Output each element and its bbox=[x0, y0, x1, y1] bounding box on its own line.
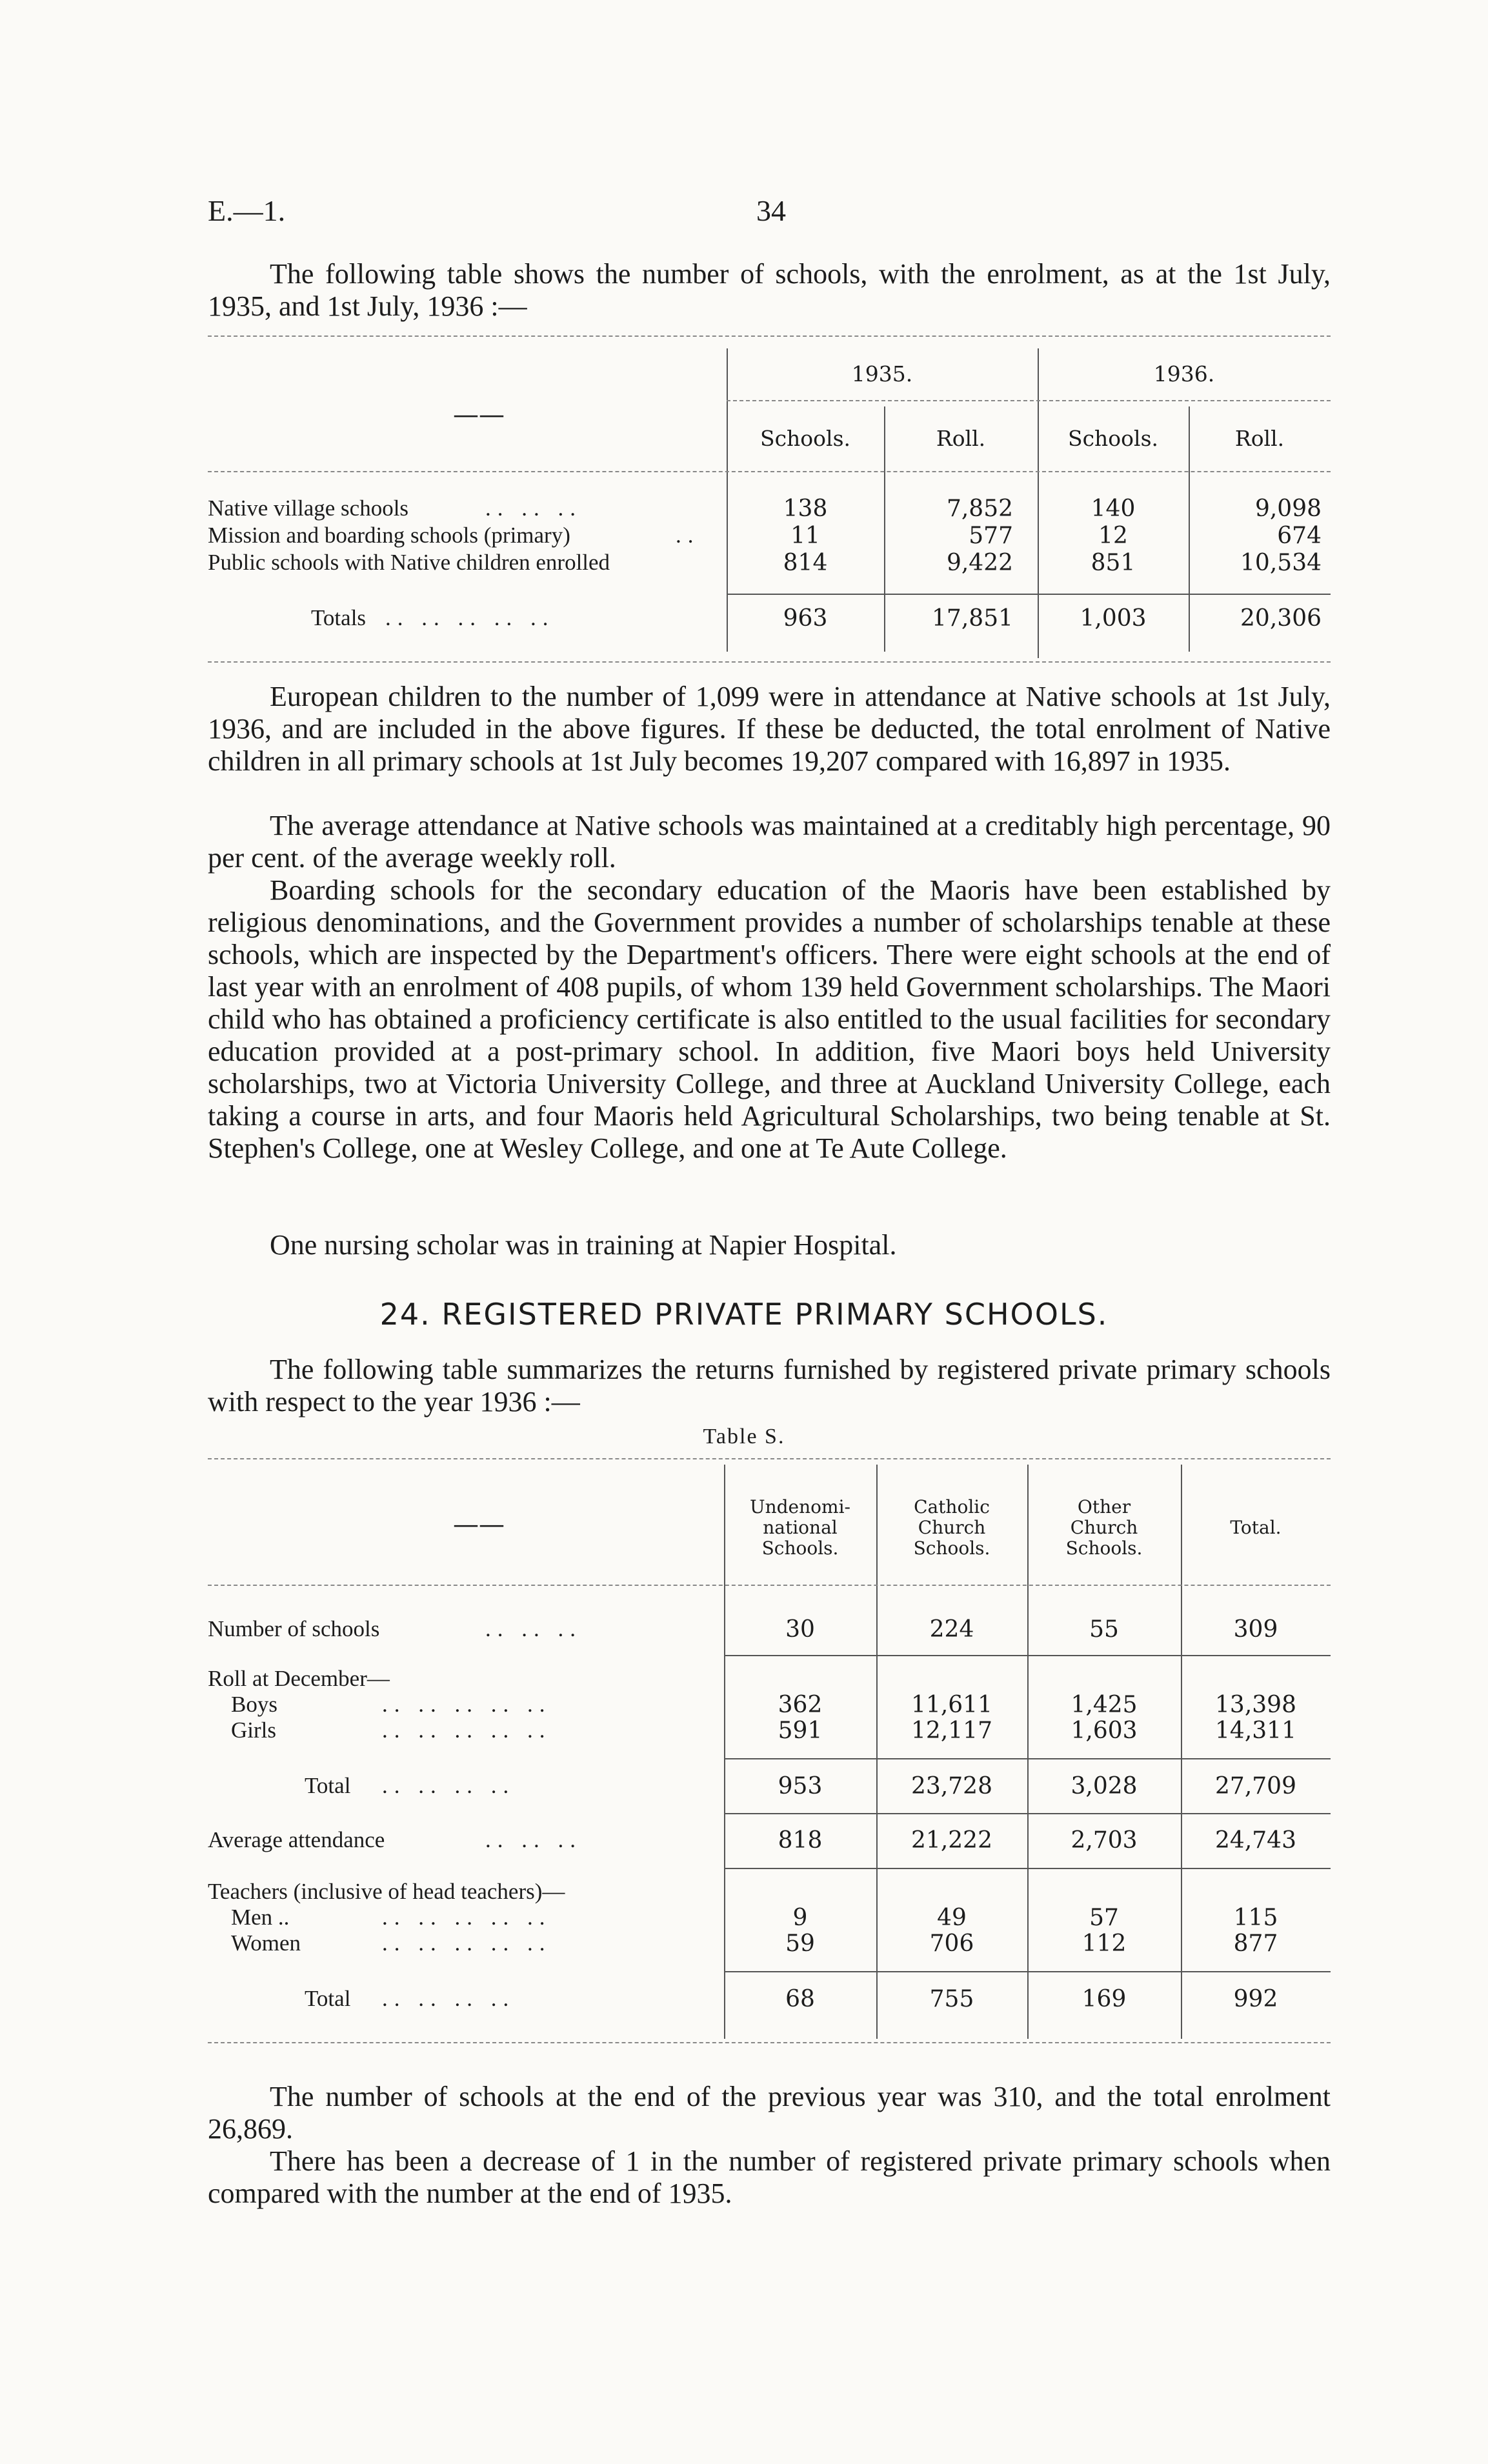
table-cell: 21,222 bbox=[911, 1827, 992, 1854]
table-cell: 23,728 bbox=[911, 1773, 992, 1799]
leader-dots: .. .. .. bbox=[485, 496, 582, 521]
table-cell: 11,611 bbox=[911, 1692, 992, 1718]
subheader-schools-1936: Schools. bbox=[1067, 426, 1159, 451]
table-cell: 953 bbox=[778, 1773, 823, 1799]
table-cell: 59 bbox=[785, 1930, 815, 1957]
table-cell: 7,852 bbox=[946, 496, 1013, 522]
table-row-label: Girls bbox=[231, 1718, 276, 1743]
table-cell: 877 bbox=[1233, 1930, 1278, 1957]
table-row-label: Native village schools bbox=[208, 496, 409, 521]
table-row-label: Average attendance bbox=[208, 1827, 385, 1852]
body-paragraph-3: Boarding schools for the secondary education of the Maoris have been established by religious denominations, and the Government provides a number of scholarships tenable at these schools, which are inspected by the Department's officers. There were eight schools at the end of last year with an enrolment of 408 pupils, of whom 139 held Government scholarships. The Maori child who has obtained a proficiency certificate is also entitled to the usual facilities for secondary education provided at a post-primary school. In addition, five Maori boys held University scholarships, two at Victoria University College, and three at Auckland University College, each taking a course in arts, and four Maoris held Agricultural Scholarships, two being tenable at St. Stephen's College, one at Wesley College, and one at Te Aute College. bbox=[208, 874, 1331, 1164]
body-paragraph-2: The average attendance at Native schools was maintained at a creditably high percentage, 90 per cent. of the average weekly roll. bbox=[208, 810, 1331, 874]
table-cell: 755 bbox=[929, 1986, 974, 2012]
table-cell: 24,743 bbox=[1215, 1827, 1296, 1854]
private-schools-table bbox=[208, 1458, 1331, 2052]
table-cell: 10,534 bbox=[1240, 550, 1322, 576]
table-cell: 309 bbox=[1233, 1616, 1278, 1643]
leader-dots: .. .. .. bbox=[485, 1616, 582, 1641]
body-paragraph-4: One nursing scholar was in training at Napier Hospital. bbox=[270, 1229, 897, 1261]
corner-dash: —— bbox=[453, 1510, 505, 1539]
table-cell: 591 bbox=[778, 1718, 823, 1744]
leader-dots: .. .. .. .. bbox=[382, 1986, 516, 2011]
body-paragraph-1: European children to the number of 1,099 were in attendance at Native schools at 1st July, 1936, and are included in the above figures. If these be deducted, the total enrolment of Native children in all primary schools at 1st July becomes 19,207 compared with 16,897 in 1935. bbox=[208, 681, 1331, 777]
table-cell: 12,117 bbox=[911, 1718, 992, 1744]
total-cell: 20,306 bbox=[1240, 605, 1322, 632]
table-cell: 9,422 bbox=[946, 550, 1013, 576]
column-header-total: Total. bbox=[1230, 1517, 1282, 1538]
table-row-label: Men .. bbox=[231, 1905, 290, 1930]
table-cell: 14,311 bbox=[1215, 1718, 1296, 1744]
year-header-1936: 1936. bbox=[1153, 361, 1215, 386]
table-cell: 224 bbox=[929, 1616, 974, 1643]
table-cell: 13,398 bbox=[1215, 1692, 1296, 1718]
table-row-label: Women bbox=[231, 1930, 301, 1956]
leader-dots: .. bbox=[676, 523, 700, 548]
year-header-1935: 1935. bbox=[851, 361, 913, 386]
table-cell: 11 bbox=[790, 523, 820, 549]
table-cell: 30 bbox=[785, 1616, 815, 1643]
column-header-undenominational: Undenomi- national Schools. bbox=[750, 1496, 850, 1559]
table-cell: 706 bbox=[929, 1930, 974, 1957]
table-cell: 68 bbox=[785, 1986, 815, 2012]
table-cell: 169 bbox=[1081, 1986, 1127, 2012]
table-cell: 140 bbox=[1091, 496, 1136, 522]
table-cell: 27,709 bbox=[1215, 1773, 1296, 1799]
table-cell: 1,603 bbox=[1071, 1718, 1138, 1744]
subheader-roll-1936: Roll. bbox=[1234, 426, 1285, 451]
intro-paragraph: The following table shows the number of schools, with the enrolment, as at the 1st July, 1935, and 1st July, 1936 :— bbox=[208, 258, 1331, 322]
total-cell: 17,851 bbox=[932, 605, 1013, 632]
table-cell: 12 bbox=[1098, 523, 1128, 549]
leader-dots: .. .. .. .. bbox=[382, 1773, 516, 1798]
leader-dots: .. .. .. .. .. bbox=[382, 1930, 552, 1956]
subheader-roll-1935: Roll. bbox=[936, 426, 986, 451]
totals-label: Totals bbox=[311, 605, 367, 630]
table-cell: 577 bbox=[969, 523, 1013, 549]
table-cell: 992 bbox=[1233, 1986, 1278, 2012]
table-cell: 57 bbox=[1089, 1905, 1119, 1931]
column-header-other-church: Other Church Schools. bbox=[1065, 1496, 1143, 1559]
table-row-label: Public schools with Native children enrolled bbox=[208, 550, 610, 575]
column-header-catholic: Catholic Church Schools. bbox=[913, 1496, 990, 1559]
table-row-label: Total bbox=[305, 1773, 351, 1798]
table-cell: 112 bbox=[1081, 1930, 1127, 1957]
leader-dots: .. .. .. .. .. bbox=[385, 605, 555, 630]
table-cell: 362 bbox=[778, 1692, 823, 1718]
corner-dash: —— bbox=[453, 400, 505, 430]
document-code: E.—1. bbox=[208, 194, 286, 227]
table-row-label: Boys bbox=[231, 1692, 277, 1717]
table-cell: 9,098 bbox=[1254, 496, 1322, 522]
closing-paragraph-1: The number of schools at the end of the previous year was 310, and the total enrolment 26,869. bbox=[208, 2081, 1331, 2145]
page-number: 34 bbox=[756, 194, 786, 227]
table-cell: 814 bbox=[783, 550, 828, 576]
leader-dots: .. .. .. .. .. bbox=[382, 1692, 552, 1717]
leader-dots: .. .. .. .. .. bbox=[382, 1718, 552, 1743]
table-cell: 49 bbox=[937, 1905, 967, 1931]
table-cell: 9 bbox=[792, 1905, 808, 1931]
table-cell: 115 bbox=[1233, 1905, 1278, 1931]
table-cell: 138 bbox=[783, 496, 828, 522]
subheader-schools-1935: Schools. bbox=[759, 426, 851, 451]
table-row-label: Number of schools bbox=[208, 1616, 380, 1641]
section-heading: 24. REGISTERED PRIVATE PRIMARY SCHOOLS. bbox=[379, 1297, 1109, 1332]
table-cell: 818 bbox=[778, 1827, 823, 1854]
table-cell: 2,703 bbox=[1071, 1827, 1138, 1854]
table-cell: 55 bbox=[1089, 1616, 1119, 1643]
leader-dots: .. .. .. bbox=[485, 1827, 582, 1852]
table-row-label: Mission and boarding schools (primary) bbox=[208, 523, 570, 548]
enrolment-table bbox=[208, 336, 1331, 671]
table-group-label: Roll at December— bbox=[208, 1666, 390, 1691]
leader-dots: .. .. .. .. .. bbox=[382, 1905, 552, 1930]
table-caption: Table S. bbox=[703, 1425, 785, 1448]
table-group-label: Teachers (inclusive of head teachers)— bbox=[208, 1879, 565, 1904]
table-row-label: Total bbox=[305, 1986, 351, 2011]
table-cell: 851 bbox=[1091, 550, 1136, 576]
table-cell: 1,425 bbox=[1071, 1692, 1138, 1718]
table-cell: 674 bbox=[1277, 523, 1322, 549]
total-cell: 963 bbox=[783, 605, 828, 632]
total-cell: 1,003 bbox=[1080, 605, 1147, 632]
section-intro: The following table summarizes the returns furnished by registered private primary schools with respect to the year 1936 :— bbox=[208, 1354, 1331, 1417]
table-cell: 3,028 bbox=[1071, 1773, 1138, 1799]
closing-paragraph-2: There has been a decrease of 1 in the number of registered private primary schools when compared with the number at the end of 1935. bbox=[208, 2145, 1331, 2209]
